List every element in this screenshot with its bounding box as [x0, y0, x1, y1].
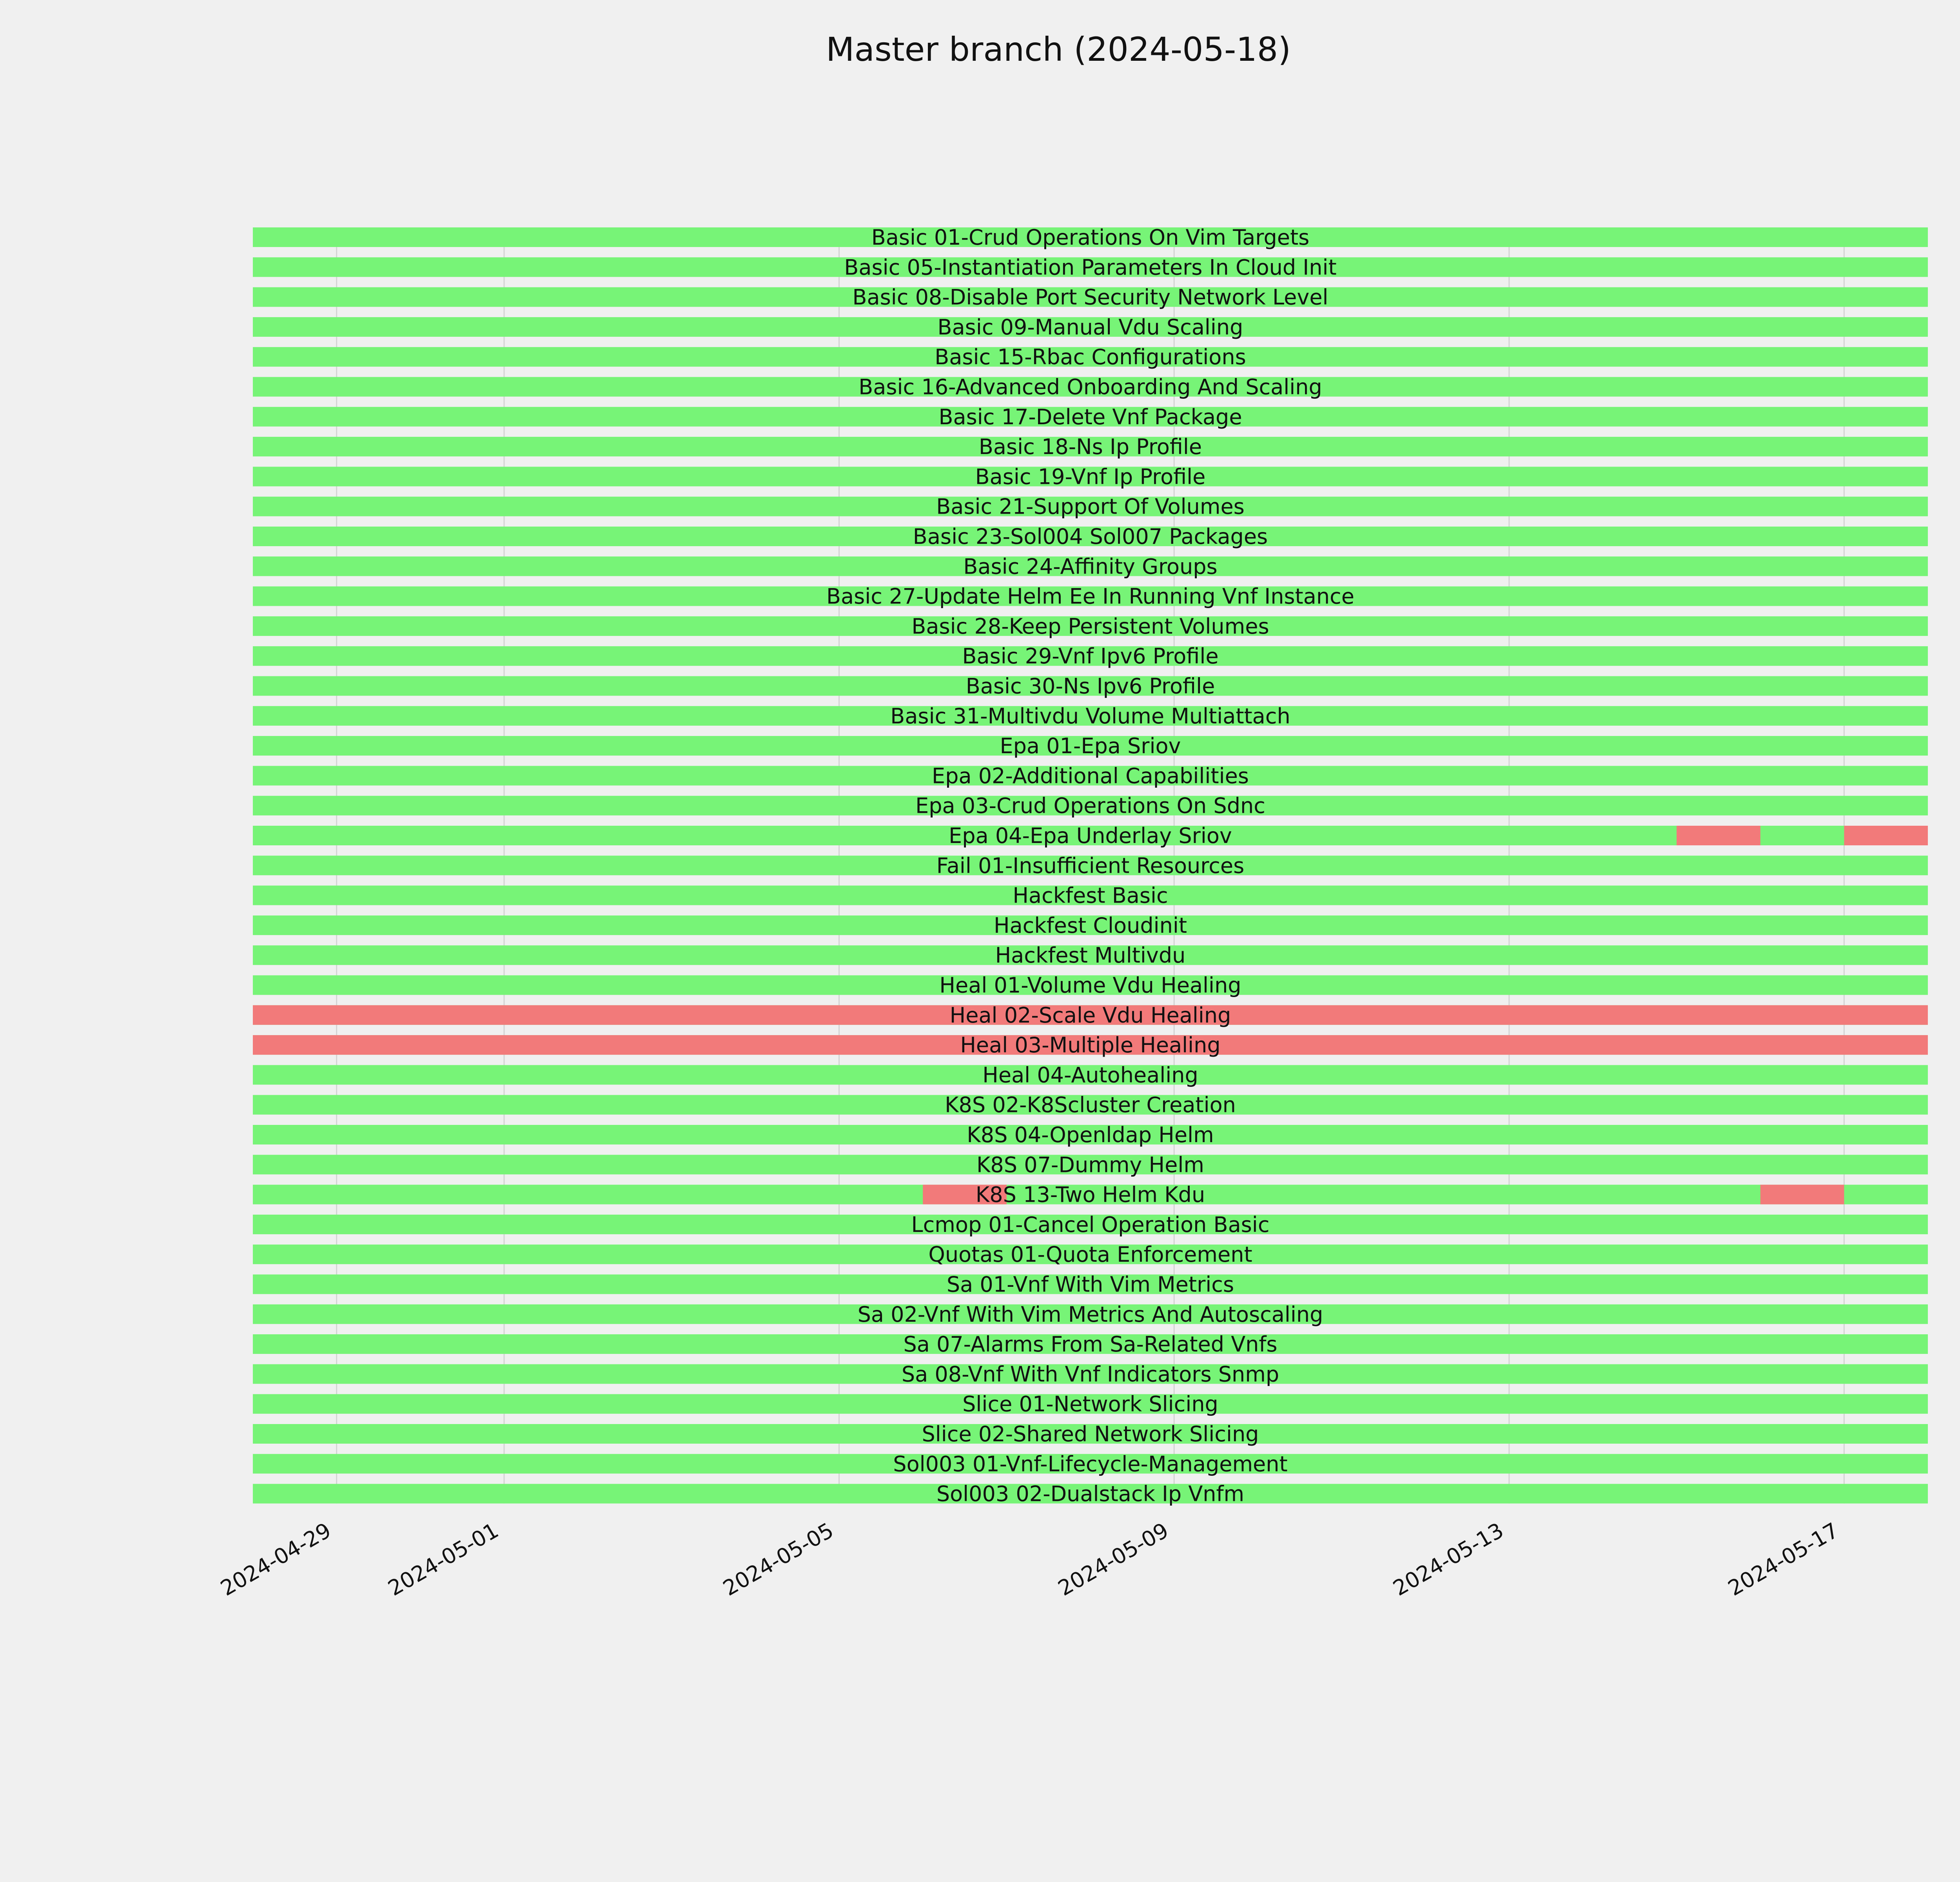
x-tick-label: 2024-05-17: [1724, 1518, 1843, 1601]
test-rows: [253, 225, 1928, 1506]
x-tick-label: 2024-05-09: [1054, 1518, 1173, 1601]
row-label: Basic 09-Manual Vdu Scaling: [937, 314, 1243, 340]
row-label: Sol003 01-Vnf-Lifecycle-Management: [893, 1451, 1288, 1477]
row-label: Sa 01-Vnf With Vim Metrics: [946, 1272, 1234, 1297]
row-label: Lcmop 01-Cancel Operation Basic: [911, 1212, 1270, 1237]
row-label: Hackfest Multivdu: [995, 943, 1186, 968]
row-label: Basic 17-Delete Vnf Package: [938, 404, 1242, 429]
row-label: Basic 15-Rbac Configurations: [935, 345, 1246, 370]
row-label: Basic 21-Support Of Volumes: [936, 494, 1245, 519]
x-tick-label: 2024-04-29: [216, 1518, 336, 1601]
row-fail-segment: [1760, 1185, 1844, 1204]
row-fail-segment: [1844, 826, 1928, 845]
row-label: Sa 07-Alarms From Sa-Related Vnfs: [903, 1332, 1278, 1357]
row-fail-segment: [1677, 826, 1760, 845]
row-label: Epa 02-Additional Capabilities: [932, 763, 1249, 788]
row-label: Epa 04-Epa Underlay Sriov: [949, 823, 1232, 848]
row-label: Fail 01-Insufficient Resources: [936, 853, 1245, 878]
row-label: Hackfest Basic: [1013, 883, 1168, 908]
row-label: Slice 02-Shared Network Slicing: [922, 1422, 1259, 1446]
row-label: Basic 23-Sol004 Sol007 Packages: [913, 524, 1268, 549]
row-label: Basic 30-Ns Ipv6 Profile: [965, 674, 1215, 699]
row-label: K8S 07-Dummy Helm: [976, 1152, 1204, 1177]
row-label: Heal 03-Multiple Healing: [960, 1033, 1221, 1058]
row-label: Basic 16-Advanced Onboarding And Scaling: [858, 374, 1322, 400]
x-tick-label: 2024-05-13: [1388, 1518, 1508, 1601]
row-label: Basic 19-Vnf Ip Profile: [975, 464, 1206, 489]
row-label: Heal 04-Autohealing: [982, 1063, 1198, 1088]
row-label: Basic 01-Crud Operations On Vim Targets: [871, 225, 1310, 250]
row-label: Basic 27-Update Helm Ee In Running Vnf Instance: [826, 584, 1354, 609]
row-label: K8S 02-K8Scluster Creation: [945, 1092, 1236, 1117]
row-label: Hackfest Cloudinit: [993, 913, 1187, 938]
row-label: Basic 28-Keep Persistent Volumes: [911, 614, 1269, 639]
chart-title: Master branch (2024-05-18): [826, 30, 1291, 69]
x-tick-label: 2024-05-01: [384, 1518, 503, 1601]
row-label: Slice 01-Network Slicing: [962, 1392, 1218, 1417]
row-label: K8S 04-Openldap Helm: [967, 1123, 1214, 1147]
row-label: Heal 02-Scale Vdu Healing: [949, 1003, 1231, 1028]
row-label: Epa 03-Crud Operations On Sdnc: [915, 793, 1265, 818]
row-label: Heal 01-Volume Vdu Healing: [939, 973, 1241, 998]
row-label: Sol003 02-Dualstack Ip Vnfm: [936, 1481, 1245, 1506]
row-label: Basic 05-Instantiation Parameters In Cloud Init: [844, 255, 1337, 280]
row-label: Basic 31-Multivdu Volume Multiattach: [890, 703, 1290, 728]
row-label: Basic 18-Ns Ip Profile: [978, 434, 1202, 460]
row-label: K8S 13-Two Helm Kdu: [975, 1182, 1205, 1207]
row-label: Epa 01-Epa Sriov: [1000, 734, 1181, 759]
row-label: Quotas 01-Quota Enforcement: [928, 1242, 1252, 1267]
row-label: Basic 24-Affinity Groups: [963, 554, 1218, 579]
x-tick-label: 2024-05-05: [719, 1518, 838, 1601]
row-label: Sa 02-Vnf With Vim Metrics And Autoscaling: [857, 1302, 1323, 1327]
row-label: Sa 08-Vnf With Vnf Indicators Snmp: [901, 1362, 1279, 1387]
row-label: Basic 29-Vnf Ipv6 Profile: [962, 644, 1219, 669]
row-label: Basic 08-Disable Port Security Network Level: [852, 285, 1328, 310]
